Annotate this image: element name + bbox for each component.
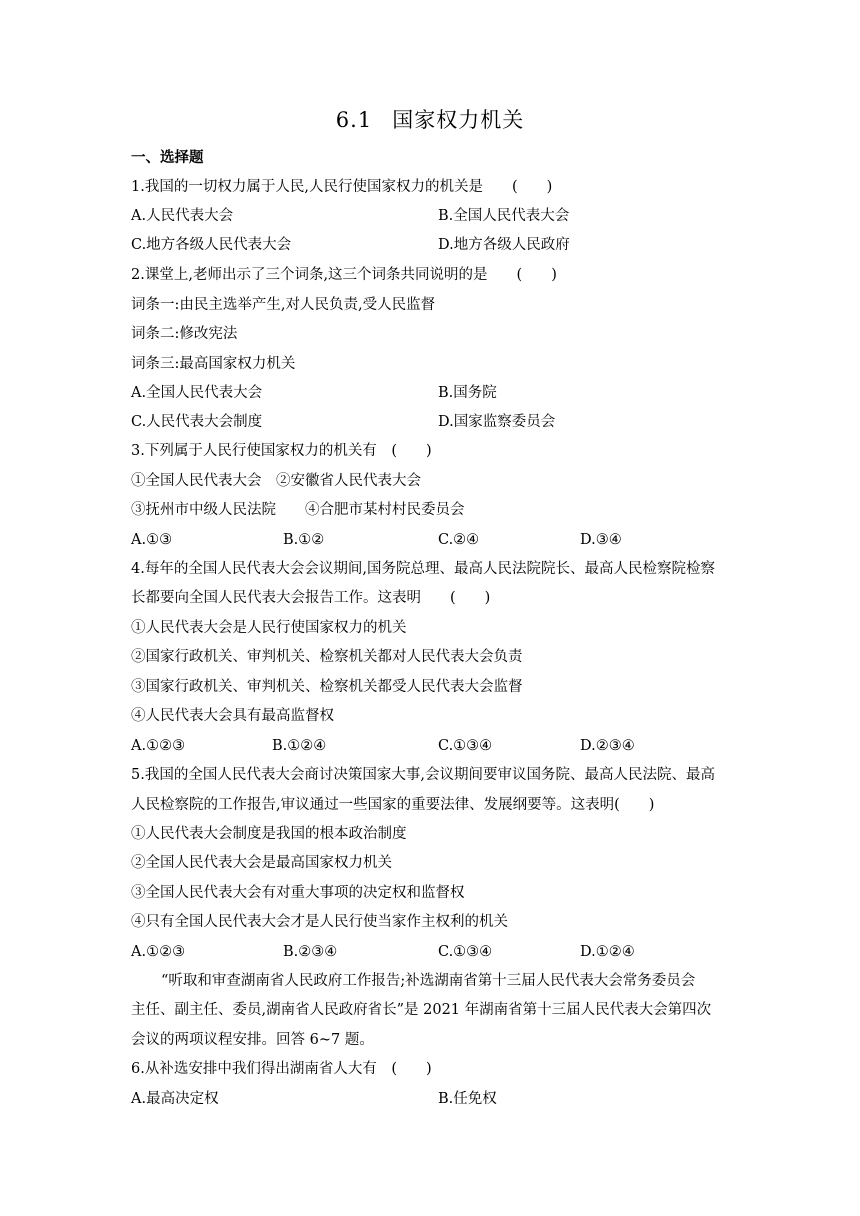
- question-4-item-2: ②国家行政机关、审判机关、检察机关都对人民代表大会负责: [131, 649, 523, 665]
- question-2-option-d: D.国家监察委员会: [438, 414, 556, 430]
- question-3-stem: 3.下列属于人民行使国家权力的机关有 ( ): [131, 443, 432, 459]
- question-4-option-a: A.①②③: [131, 738, 186, 754]
- question-4-stem-line-1: 4.每年的全国人民代表大会会议期间,国务院总理、最高人民法院院长、最高人民检察院检察: [131, 561, 715, 577]
- question-2-option-a: A.全国人民代表大会: [131, 385, 263, 401]
- question-5-option-a: A.①②③: [131, 944, 186, 960]
- question-3-option-a: A.①③: [131, 532, 173, 548]
- question-2-entry-2: 词条二:修改宪法: [131, 326, 238, 342]
- material-paragraph-line-3: 会议的两项议程安排。回答 6~7 题。: [131, 1032, 374, 1048]
- question-6-option-b: B.任免权: [438, 1091, 497, 1107]
- question-5-item-4: ④只有全国人民代表大会才是人民行使当家作主权利的机关: [131, 914, 508, 930]
- question-2-entry-1: 词条一:由民主选举产生,对人民负责,受人民监督: [131, 297, 436, 313]
- question-3-option-c: C.②④: [438, 532, 480, 548]
- question-5-item-2: ②全国人民代表大会是最高国家权力机关: [131, 855, 392, 871]
- question-5-option-d: D.①②④: [580, 944, 635, 960]
- question-3-option-b: B.①②: [283, 532, 325, 548]
- question-5-stem-line-2: 人民检察院的工作报告,审议通过一些国家的重要法律、发展纲要等。这表明( ): [131, 797, 655, 813]
- question-1-option-a: A.人民代表大会: [131, 208, 234, 224]
- question-5-option-b: B.②③④: [283, 944, 338, 960]
- question-2-option-b: B.国务院: [438, 385, 497, 401]
- question-1-option-b: B.全国人民代表大会: [438, 208, 570, 224]
- question-2-option-c: C.人民代表大会制度: [131, 414, 263, 430]
- question-4-option-c: C.①③④: [438, 738, 493, 754]
- question-1-option-d: D.地方各级人民政府: [438, 237, 570, 253]
- question-6-stem: 6.从补选安排中我们得出湖南省人大有 ( ): [131, 1061, 432, 1077]
- question-1-option-c: C.地方各级人民代表大会: [131, 237, 292, 253]
- question-4-item-3: ③国家行政机关、审判机关、检察机关都受人民代表大会监督: [131, 679, 523, 695]
- question-6-option-a: A.最高决定权: [131, 1091, 219, 1107]
- question-3-item-2: ③抚州市中级人民法院 ④合肥市某村村民委员会: [131, 502, 465, 518]
- page-title: [0, 104, 860, 134]
- question-4-option-d: D.②③④: [580, 738, 635, 754]
- section-heading: 一、选择题: [131, 149, 204, 166]
- material-paragraph-line-1: “听取和审查湖南省人民政府工作报告;补选湖南省第十三届人民代表大会常务委员会: [161, 973, 696, 989]
- question-1-stem: 1.我国的一切权力属于人民,人民行使国家权力的机关是 ( ): [131, 179, 553, 195]
- question-5-item-3: ③全国人民代表大会有对重大事项的决定权和监督权: [131, 885, 465, 901]
- question-4-item-4: ④人民代表大会具有最高监督权: [131, 708, 334, 724]
- question-3-item-1: ①全国人民代表大会 ②安徽省人民代表大会: [131, 473, 421, 489]
- question-5-option-c: C.①③④: [438, 944, 493, 960]
- question-4-item-1: ①人民代表大会是人民行使国家权力的机关: [131, 620, 407, 636]
- question-5-stem-line-1: 5.我国的全国人民代表大会商讨决策国家大事,会议期间要审议国务院、最高人民法院、最高: [131, 767, 715, 783]
- question-4-stem-line-2: 长都要向全国人民代表大会报告工作。这表明 ( ): [131, 590, 491, 606]
- title-number: 6.1: [335, 108, 373, 132]
- title-text: 国家权力机关: [392, 108, 525, 132]
- question-3-option-d: D.③④: [580, 532, 622, 548]
- question-5-item-1: ①人民代表大会制度是我国的根本政治制度: [131, 826, 407, 842]
- material-paragraph-line-2: 主任、副主任、委员,湖南省人民政府省长”是 2021 年湖南省第十三届人民代表大会第四次: [131, 1002, 712, 1018]
- question-2-stem: 2.课堂上,老师出示了三个词条,这三个词条共同说明的是 ( ): [131, 267, 557, 283]
- question-4-option-b: B.①②④: [272, 738, 327, 754]
- question-2-entry-3: 词条三:最高国家权力机关: [131, 356, 296, 372]
